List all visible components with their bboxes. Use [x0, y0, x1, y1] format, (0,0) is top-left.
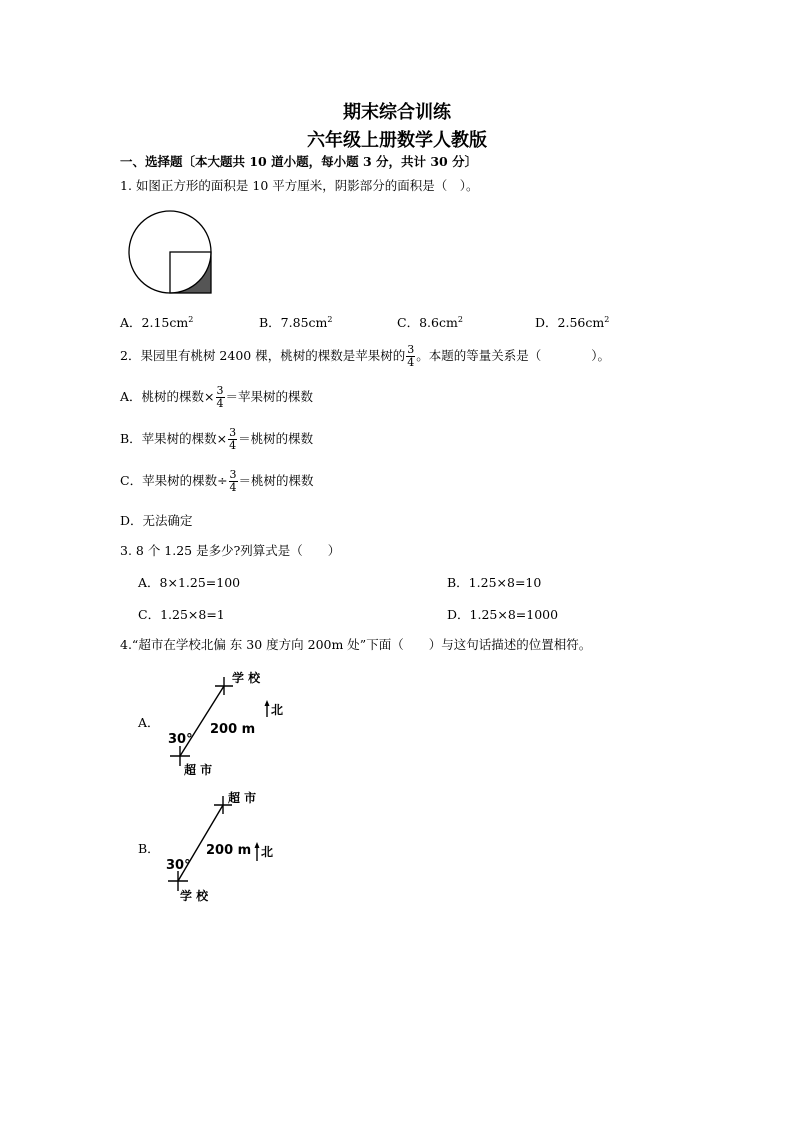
label-north: 北: [261, 845, 274, 859]
q3-option-a[interactable]: A．8×1.25=100: [138, 575, 241, 590]
document-title: 期末综合训练: [343, 102, 451, 123]
q2-option-d[interactable]: D．无法确定: [120, 513, 193, 528]
question-4-stem: 4.“超市在学校北偏 东 30 度方向 200m 处”下面（ ）与这句话描述的位置相符。: [120, 637, 592, 652]
q3-option-c[interactable]: C．1.25×8=1: [138, 607, 225, 622]
label-north: 北: [271, 703, 284, 717]
question-1-stem: 1. 如图正方形的面积是 10 平方厘米，阴影部分的面积是（ ）。: [120, 178, 479, 193]
q1-option-d[interactable]: D．$2.56cm^2$: [535, 315, 610, 330]
label-angle: 30°: [168, 732, 193, 747]
q2-option-c[interactable]: C．苹果树的棵数÷ $\frac{3}{4}$ ＝桃树的棵数: [120, 468, 314, 494]
label-distance: 200 m: [206, 843, 252, 858]
q1-option-c[interactable]: C．$8.6cm^2$: [397, 315, 463, 330]
question-2-stem: 2．果园里有桃树 2400 棵，桃树的棵数是苹果树的 $\frac{3}{4}$ 。本题的等量关系是（ ）。: [120, 343, 610, 369]
label-school: 学 校: [232, 671, 261, 685]
label-supermarket: 超 市: [184, 763, 213, 777]
label-angle: 30°: [166, 858, 191, 873]
q3-option-d[interactable]: D．1.25×8=1000: [447, 607, 559, 622]
question-1-figure: [126, 210, 218, 296]
q4-option-b-label[interactable]: B．: [138, 841, 160, 856]
fraction-three-quarters: $\frac{3}{4}$: [407, 343, 415, 369]
q4-option-a-label[interactable]: A．: [138, 715, 160, 730]
q4-option-b-diagram[interactable]: [160, 785, 290, 907]
q1-option-a[interactable]: A．$2.15cm^2$: [120, 315, 194, 330]
q2-option-b[interactable]: B．苹果树的棵数× $\frac{3}{4}$ ＝桃树的棵数: [120, 426, 314, 452]
document-subtitle: 六年级上册数学人教版: [307, 130, 487, 151]
label-distance: 200 m: [210, 722, 256, 737]
q3-option-b[interactable]: B．1.25×8=10: [447, 575, 542, 590]
q4-option-a-diagram[interactable]: [164, 664, 294, 782]
section-heading: 一、选择题〔本大题共 10 道小题，每小题 3 分，共计 30 分〕: [120, 154, 478, 169]
label-supermarket: 超 市: [228, 791, 257, 805]
q1-option-b[interactable]: B．$7.85cm^2$: [259, 315, 333, 330]
q2-option-a[interactable]: A．桃树的棵数× $\frac{3}{4}$ ＝苹果树的棵数: [120, 384, 314, 410]
question-3-stem: 3. 8 个 1.25 是多少?列算式是（ ）: [120, 543, 341, 558]
label-school: 学 校: [180, 889, 209, 903]
